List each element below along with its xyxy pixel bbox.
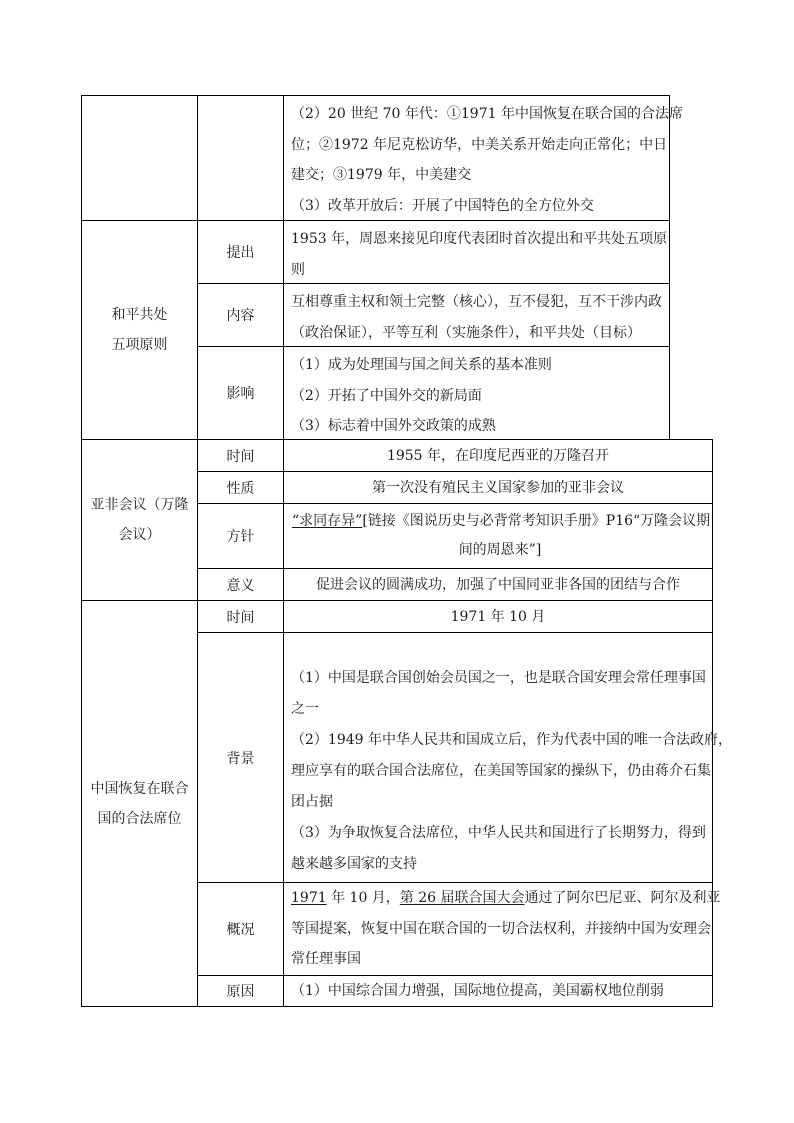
un-content-yuanyin [283,975,713,1007]
text-line [291,883,721,914]
un-title-cell [81,600,197,1007]
text-line: 1953 年，周恩来接见印度代表团时首次提出和平共处五项原 [291,231,668,247]
yafei-title-line: 亚非会议（万隆 [90,497,189,513]
text-line: 常任理事国 [291,951,361,967]
yafei-title-cell [81,439,197,600]
yafei-label-fangzhen [197,503,283,568]
text-line: 理应享有的联合国合法席位，在美国等国家的操纵下，仍由蒋介石集 [291,763,711,779]
un-label-beijing [197,632,283,882]
un-label-gaikuang [197,882,283,975]
un-label-yuanyin [197,975,283,1007]
text-line: （2）开拓了中国外交的新局面 [291,387,482,404]
underlined-term: 第 26 届联合国大会 [399,890,525,906]
text-line: 互相尊重主权和领土完整（核心），互不侵犯，互不干涉内政 [291,294,662,310]
text-line: 越来越多国家的支持 [291,856,417,872]
row-label: 概况 [226,922,255,938]
heping-label-neirong [197,283,283,346]
heping-label-yingxiang [197,346,283,439]
text-line: 之一 [291,701,319,717]
heping-content-yingxiang [283,346,670,439]
text-line: （2）20 世纪 70 年代：①1971 年中国恢复在联合国的合法席 [291,106,683,122]
un-label-shijian [197,600,283,632]
row-label: 背景 [226,750,255,767]
heping-title-line: 五项原则 [111,337,168,353]
row-label: 意义 [226,577,255,594]
un-content-gaikuang [283,882,721,975]
yafei-label-xingzhi [197,471,283,503]
un-title-line: 中国恢复在联合 [90,780,189,797]
text-line: （1）中国是联合国创始会员国之一，也是联合国安理会常任理事国 [291,670,706,686]
underlined-term: “求同存异” [292,513,363,529]
text-line: （政治保证），平等互利（实施条件），和平共处（目标） [291,324,641,341]
text-line [292,507,711,536]
text-line: （3）标志着中国外交政策的成熟 [291,418,496,434]
yafei-label-shijian [197,439,283,471]
yafei-content-shijian [283,439,713,471]
text-line: （2）1949 年中华人民共和国成立后，作为代表中国的唯一合法政府， [291,732,732,748]
text-line: 促进会议的圆满成功，加强了中国同亚非各国的团结与合作 [316,576,680,593]
heping-content-tichu [283,220,670,283]
underlined-term: 1971 [291,890,327,906]
text-line: 第一次没有殖民主义国家参加的亚非会议 [372,479,624,496]
text-line: （3）为争取恢复合法席位，中华人民共和国进行了长期努力，得到 [291,825,706,841]
text-line: （1）成为处理国与国之间关系的基本准则 [291,357,552,373]
heping-content-neirong [283,283,670,346]
link-text: [链接《图说历史与必背常考知识手册》P16“万隆会议期 [362,513,711,529]
heping-label-tichu [197,220,283,283]
text-line: 建交；③1979 年，中美建交 [291,167,472,183]
row-label: 时间 [226,609,255,626]
yafei-content-xingzhi [283,471,713,503]
text-line: 1955 年，在印度尼西亚的万隆召开 [386,447,610,464]
row-label: 性质 [226,480,255,497]
un-content-shijian [283,600,713,632]
yafei-content-yiyi [283,568,713,600]
un-title-line: 国的合法席位 [97,810,182,827]
heping-title-cell [81,220,197,439]
text-line: 位；②1972 年尼克松访华，中美关系开始走向正常化；中日 [291,136,668,153]
text-line: 间的周恩来”] [458,542,542,558]
text-line: 1971 年 10 月 [450,608,546,625]
heping-title-line: 和平共处 [111,307,168,323]
text-line: 则 [291,261,305,278]
text-span: 通过了阿尔巴尼亚、阿尔及利亚 [524,890,721,906]
yafei-label-yiyi [197,568,283,600]
row-label: 原因 [226,984,255,1000]
row-label: 内容 [226,308,255,324]
row-label: 方针 [226,529,255,545]
text-line: 等国提案，恢复中国在联合国的一切合法权利，并接纳中国为安理会 [291,920,711,937]
cont-left-cell [81,95,197,220]
text-line: （1）中国综合国力增强，国际地位提高，美国霸权地位削弱 [291,983,664,999]
text-span: 年 10 月， [326,890,400,906]
row-label: 影响 [226,386,255,402]
yafei-title-line: 会议） [118,527,161,543]
yafei-content-fangzhen [283,503,713,568]
un-content-beijing [283,632,732,882]
text-line: 团占据 [291,794,333,810]
row-label: 时间 [226,448,255,465]
cont-content-cell [283,95,683,220]
cont-mid-cell [197,95,283,220]
row-label: 提出 [226,245,255,261]
text-line: （3）改革开放后：开展了中国特色的全方位外交 [291,197,594,214]
